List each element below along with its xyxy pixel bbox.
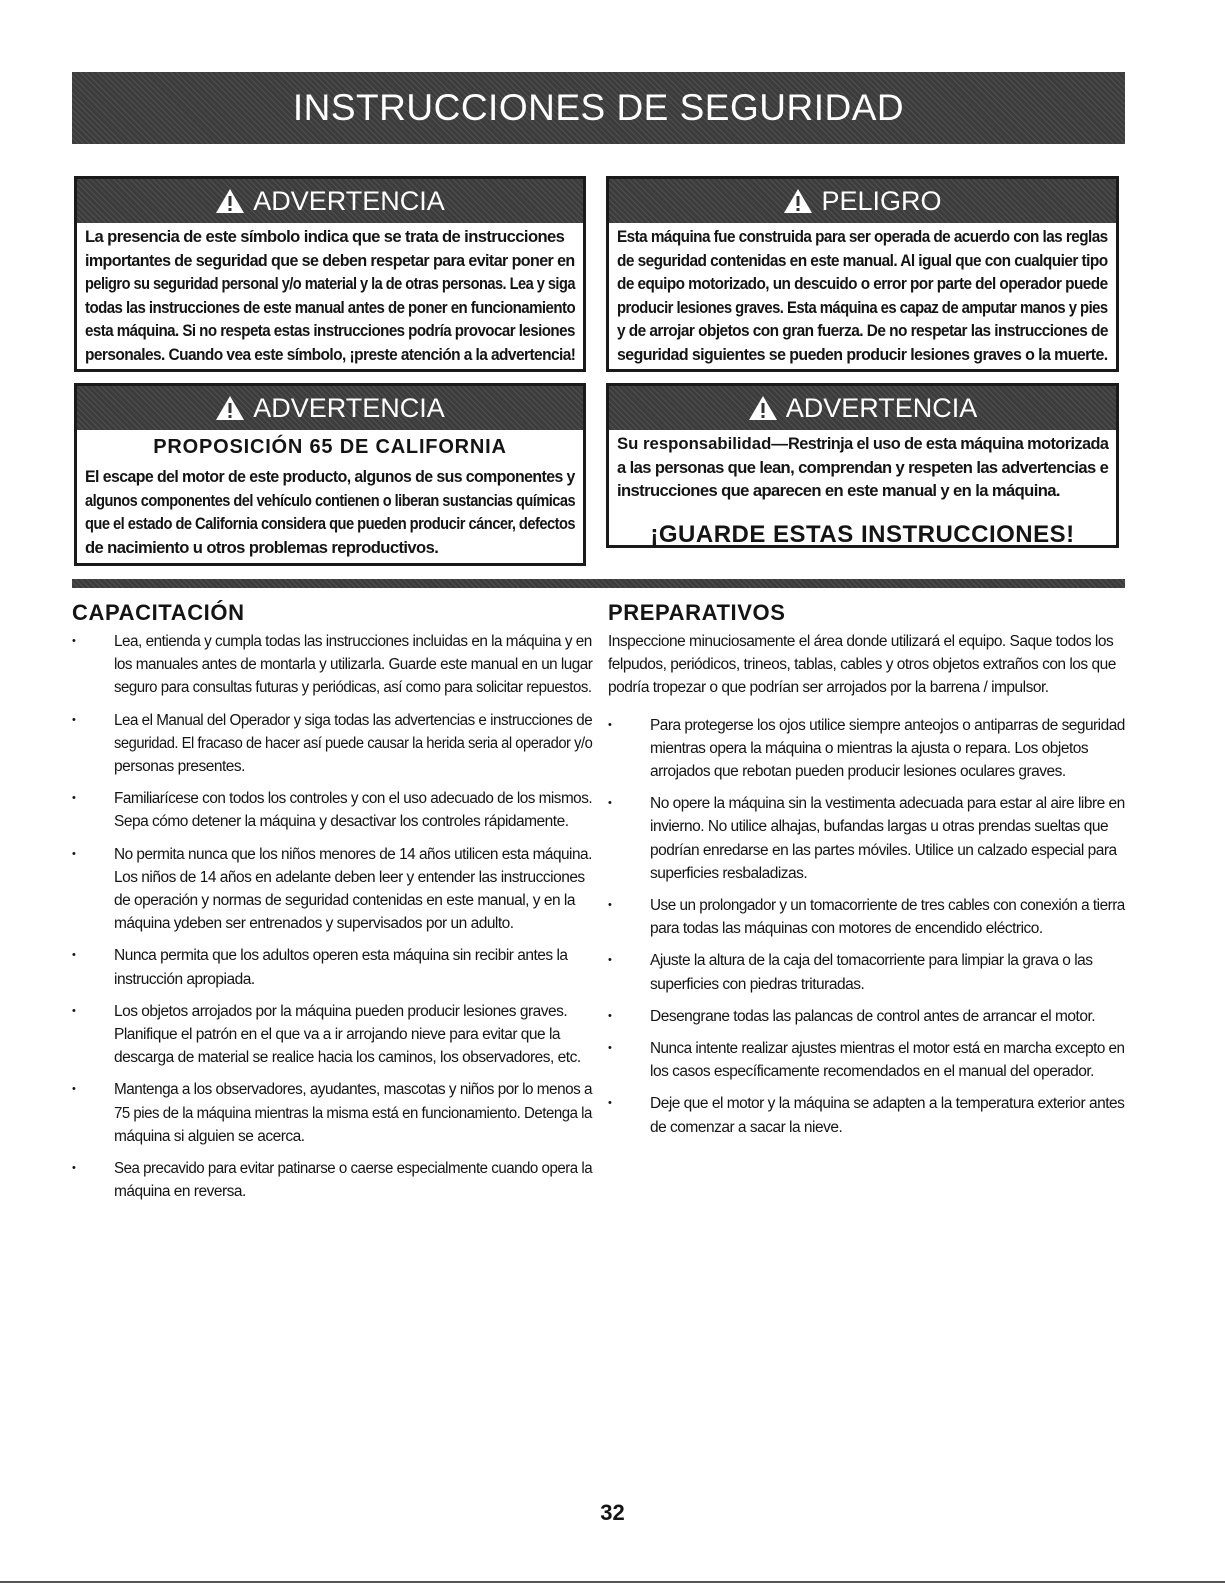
list-item <box>608 1037 1125 1083</box>
bullet-icon: • <box>608 718 612 731</box>
prop65-text <box>77 463 583 559</box>
warning-box-heading: ADVERTENCIA <box>253 392 445 423</box>
text-line: los casos específicamente recomendados en el manual del operador. <box>650 1063 1094 1081</box>
warning-triangle-icon <box>215 395 245 421</box>
text-line: Para protegerse los ojos utilice siempre anteojos o antiparras de seguridad <box>650 716 1125 734</box>
text-line: que el estado de California considera que pueden producir cáncer, defectos <box>85 514 576 533</box>
text-line: Esta máquina fue construida para ser operada de acuerdo con las reglas <box>617 227 1108 246</box>
title-banner <box>72 72 1125 144</box>
list-item <box>608 792 1125 885</box>
warning-box-heading: ADVERTENCIA <box>253 185 445 216</box>
bullet-icon: • <box>72 713 76 726</box>
bullet-icon: • <box>72 949 76 962</box>
training-section <box>72 600 592 1212</box>
text-line: algunos componentes del vehículo contienen o liberan sustancias químicas <box>85 490 576 510</box>
text-line: instrucciones que aparecen en este manual y en la máquina. <box>617 481 1060 500</box>
page-title: INSTRUCCIONES DE SEGURIDAD <box>292 87 905 128</box>
section-divider <box>72 579 1125 588</box>
text-line: máquina si alguien se acerca. <box>114 1127 305 1145</box>
preparation-section <box>608 600 1125 1148</box>
text-line <box>617 432 1109 456</box>
danger-box <box>606 176 1119 372</box>
bullet-icon: • <box>608 954 612 967</box>
text-line: Deje que el motor y la máquina se adapten a la temperatura exterior antes <box>650 1095 1125 1113</box>
text-line: Ajuste la altura de la caja del tomacorriente para limpiar la grava o las <box>650 952 1093 970</box>
text-line: Nunca intente realizar ajustes mientras el motor está en marcha excepto en <box>650 1040 1125 1058</box>
bullet-icon: • <box>608 899 612 912</box>
list-item <box>72 1078 592 1148</box>
text-line: La presencia de este símbolo indica que se trata de instrucciones <box>85 227 565 246</box>
warning-box-symbol <box>74 176 586 372</box>
text-line: Los niños de 14 años en adelante deben leer y entender las instrucciones <box>114 868 585 886</box>
warning-box-prop65 <box>74 383 586 566</box>
text-line: Lea, entienda y cumpla todas las instrucciones incluidas en la máquina y en <box>114 633 592 650</box>
text-line: de comenzar a sacar la nieve. <box>650 1118 843 1136</box>
text-line: seguridad siguientes se pueden producir lesiones graves o la muerte. <box>617 344 1108 364</box>
text-line: superficies resbaladizas. <box>650 864 808 882</box>
warning-box-header <box>77 179 583 223</box>
text-line: de operación y normas de seguridad contenidas en este manual, y en la <box>114 892 575 910</box>
bullet-icon: • <box>608 1042 612 1055</box>
bullet-icon: • <box>608 797 612 810</box>
list-item <box>608 1092 1125 1138</box>
list-item <box>72 709 592 779</box>
text-line: Desengrane todas las palancas de control antes de arrancar el motor. <box>650 1007 1096 1025</box>
warning-triangle-icon <box>215 188 245 214</box>
text-line: producir lesiones graves. Esta máquina es capaz de amputar manos y pies <box>617 297 1108 317</box>
text-line: Mantenga a los observadores, ayudantes, mascotas y niños por lo menos a <box>114 1081 593 1099</box>
list-item <box>72 944 592 990</box>
text-line: máquina ydeben ser entrenados y supervisados por un adulto. <box>114 915 514 933</box>
list-item <box>608 1005 1125 1028</box>
list-item <box>72 1157 592 1203</box>
text-line: mientras opera la máquina o mientras la ajusta o repara. Los objetos <box>650 739 1089 757</box>
bullet-icon: • <box>72 1004 76 1017</box>
bullet-icon: • <box>72 635 76 647</box>
warning-box-heading: ADVERTENCIA <box>785 392 978 423</box>
text-line: No opere la máquina sin la vestimenta adecuada para estar al aire libre en <box>650 795 1125 813</box>
page-bottom-edge <box>0 1581 1225 1583</box>
bullet-icon: • <box>72 792 76 805</box>
training-list <box>72 630 592 1203</box>
text-line: máquina en reversa. <box>114 1183 246 1201</box>
warning-box-header <box>609 386 1116 430</box>
text-line: Lea el Manual del Operador y siga todas las advertencias e instrucciones de <box>114 711 593 729</box>
text-line: Inspeccione minuciosamente el área donde utilizará el equipo. Saque todos los <box>608 633 1114 650</box>
preparation-intro <box>608 630 1125 700</box>
text-line: de equipo motorizado, un descuido o error por parte del operador puede <box>617 274 1108 293</box>
list-item <box>608 949 1125 995</box>
warning-triangle-icon <box>748 395 778 421</box>
list-item <box>72 630 592 700</box>
text-line: Sea precavido para evitar patinarse o caerse especialmente cuando opera la <box>114 1160 593 1178</box>
text-line: 75 pies de la máquina mientras la misma está en funcionamiento. Detenga la <box>114 1104 592 1122</box>
warning-box-responsibility <box>606 383 1119 548</box>
text-line: personales. Cuando vea este símbolo, ¡preste atención a la advertencia! <box>85 344 576 364</box>
warning-box-header <box>77 386 583 430</box>
text-line: a las personas que lean, comprendan y respeten las advertencias e <box>617 457 1109 477</box>
text-line: instrucción apropiada. <box>114 970 255 988</box>
text-line: importantes de seguridad que se deben respetar para evitar poner en <box>85 250 575 270</box>
bullet-icon: • <box>608 1009 612 1022</box>
danger-box-text <box>609 223 1116 366</box>
text-line: descarga de material se realice hacia los caminos, los observadores, etc. <box>114 1049 581 1067</box>
text-line: esta máquina. Si no respeta estas instrucciones podría provocar lesiones <box>85 321 575 340</box>
text-line: Use un prolongador y un tomacorriente de tres cables con conexión a tierra <box>650 897 1125 915</box>
list-item <box>608 714 1125 784</box>
text-line: felpudos, periódicos, trineos, tablas, cables y otros objetos extraños con los que <box>608 656 1116 674</box>
text-line: de seguridad contenidas en este manual. Al igual que con cualquier tipo <box>617 250 1108 270</box>
text-line: de nacimiento u otros problemas reproductivos. <box>85 537 439 557</box>
text-line: El escape del motor de este producto, algunos de sus componentes y <box>85 467 575 486</box>
warning-box-text <box>77 223 583 366</box>
text-line: Planifique el patrón en el que va a ir arrojando nieve para evitar que la <box>114 1026 561 1044</box>
text-line: seguro para consultas futuras y periódicas, así como para solicitar repuestos. <box>114 679 592 697</box>
text-line: para todas las máquinas con motores de encendido eléctrico. <box>650 920 1043 938</box>
text-line: podrían enredarse en las partes móviles. Utilice un calzado especial para <box>650 841 1117 859</box>
bullet-icon: • <box>72 847 76 860</box>
text-line: invierno. No utilice alhajas, bufandas largas u otras prendas sueltas que <box>650 818 1109 836</box>
danger-box-header <box>609 179 1116 223</box>
text-line: arrojados que rebotan pueden producir lesiones oculares graves. <box>650 763 1066 781</box>
responsibility-lead: Su responsabilidad— <box>617 434 789 453</box>
text-line: Familiarícese con todos los controles y con el uso adecuado de los mismos. <box>114 790 593 808</box>
list-item <box>72 843 592 936</box>
preparation-list <box>608 714 1125 1139</box>
text-line: superficies con piedras trituradas. <box>650 975 865 993</box>
text-line: peligro su seguridad personal y/o material y la de otras personas. Lea y siga <box>85 274 575 293</box>
danger-box-heading: PELIGRO <box>821 185 942 216</box>
preparation-heading: PREPARATIVOS <box>608 600 786 625</box>
text-line: No permita nunca que los niños menores de 14 años utilicen esta máquina. <box>114 845 592 863</box>
page-number: 32 <box>600 1500 625 1525</box>
text-line: todas las instrucciones de este manual antes de poner en funcionamiento <box>85 297 576 317</box>
training-heading: CAPACITACIÓN <box>72 600 245 625</box>
list-item <box>72 1000 592 1070</box>
text-line: personas presentes. <box>114 758 245 776</box>
text-line: seguridad. El fracaso de hacer así puede causar la herida seria al operador y/o <box>114 734 593 752</box>
text-line: Sepa cómo detener la máquina y desactivar los controles rápidamente. <box>114 813 569 831</box>
text-line: Los objetos arrojados por la máquina pueden producir lesiones graves. <box>114 1002 568 1020</box>
list-item <box>608 894 1125 940</box>
prop65-subtitle: PROPOSICIÓN 65 DE CALIFORNIA <box>153 436 507 458</box>
text-line: podría tropezar o que podrían ser arrojados por la barrena / impulsor. <box>608 679 1049 697</box>
warning-triangle-icon <box>783 188 813 214</box>
bullet-icon: • <box>72 1083 76 1096</box>
bullet-icon: • <box>72 1162 76 1175</box>
save-instructions-notice: ¡GUARDE ESTAS INSTRUCCIONES! <box>650 520 1075 548</box>
list-item <box>72 787 592 833</box>
text-line: y de arrojar objetos con gran fuerza. De no respetar las instrucciones de <box>617 321 1108 340</box>
text-line: Nunca permita que los adultos operen esta máquina sin recibir antes la <box>114 947 568 965</box>
text-line: los manuales antes de montarla y utilizarla. Guarde este manual en un lugar <box>114 656 593 674</box>
text-fragment: Restrinja el uso de esta máquina motorizada <box>788 434 1109 453</box>
responsibility-text <box>609 430 1116 503</box>
bullet-icon: • <box>608 1097 612 1110</box>
